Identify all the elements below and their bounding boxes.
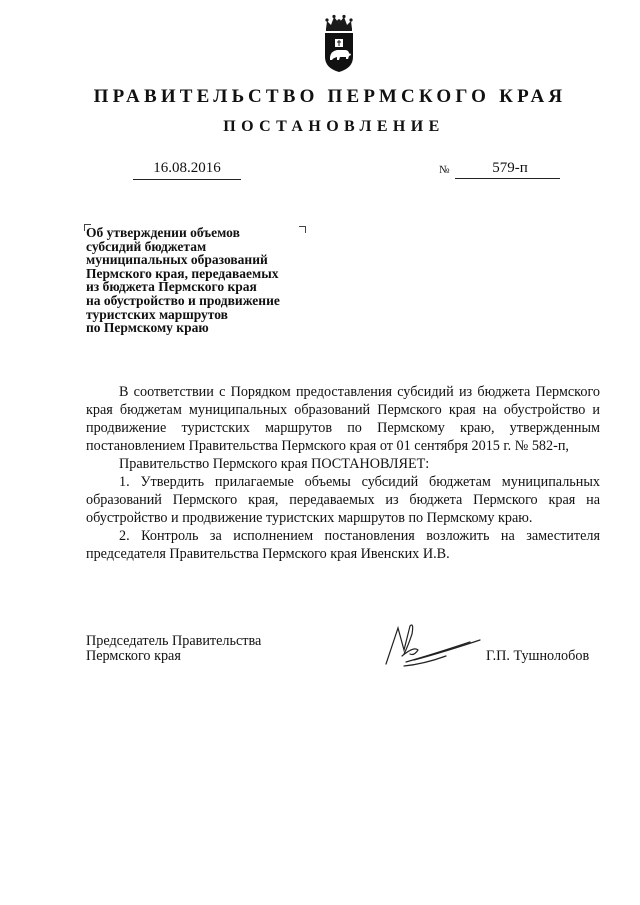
subject-line: муниципальных образований	[86, 252, 268, 268]
document-type: ПОСТАНОВЛЕНИЕ	[223, 118, 445, 135]
subject-line: субсидий бюджетам	[86, 238, 207, 254]
date-underline	[133, 179, 241, 180]
handwritten-signature-icon	[384, 620, 484, 670]
number-sign: №	[439, 164, 450, 176]
document-number: 579-п	[492, 160, 528, 176]
subject-line: по Пермскому краю	[86, 320, 209, 336]
subject-line: Пермского края, передаваемых	[86, 265, 279, 281]
subject-line: туристских маршрутов	[86, 306, 228, 322]
document-subject	[86, 226, 316, 335]
perm-coat-of-arms-icon	[321, 13, 357, 73]
item-paragraph: 1. Утвердить прилагаемые объемы субсидий бюджетам муниципальных образований Пермского края, передаваемых из бюджета Пермского края на обустройство и продвижение туристских маршрутов по Пермскому краю.	[86, 474, 600, 526]
subject-line: на обустройство и продвижение	[86, 292, 280, 308]
signer-title-line: Пермского края	[86, 648, 181, 664]
signer-title	[86, 634, 261, 664]
signer-name: Г.П. Тушнолобов	[486, 648, 590, 664]
item-paragraph: 2. Контроль за исполнением постановления возложить на заместителя председателя Правительства Пермского края Ивенских И.В.	[86, 528, 600, 562]
subject-line: из бюджета Пермского края	[86, 279, 257, 295]
preamble-paragraph: В соответствии с Порядком предоставления субсидий из бюджета Пермского края бюджетам муниципальных образований Пермского края на обустройство и продвижение туристских маршрутов по Пермскому краю, утвержденным постановлением Правительства Пермского края от 01 сентября 2015 г. № 582-п,	[86, 384, 600, 454]
signer-title-line: Председатель Правительства	[86, 633, 262, 649]
subject-line: Об утверждении объемов	[86, 225, 240, 240]
document-body	[86, 383, 600, 563]
decree-paragraph: Правительство Пермского края ПОСТАНОВЛЯЕТ:	[119, 456, 430, 472]
organization-title: ПРАВИТЕЛЬСТВО ПЕРМСКОГО КРАЯ	[93, 86, 567, 107]
document-date: 16.08.2016	[153, 160, 221, 176]
number-underline	[455, 178, 560, 179]
